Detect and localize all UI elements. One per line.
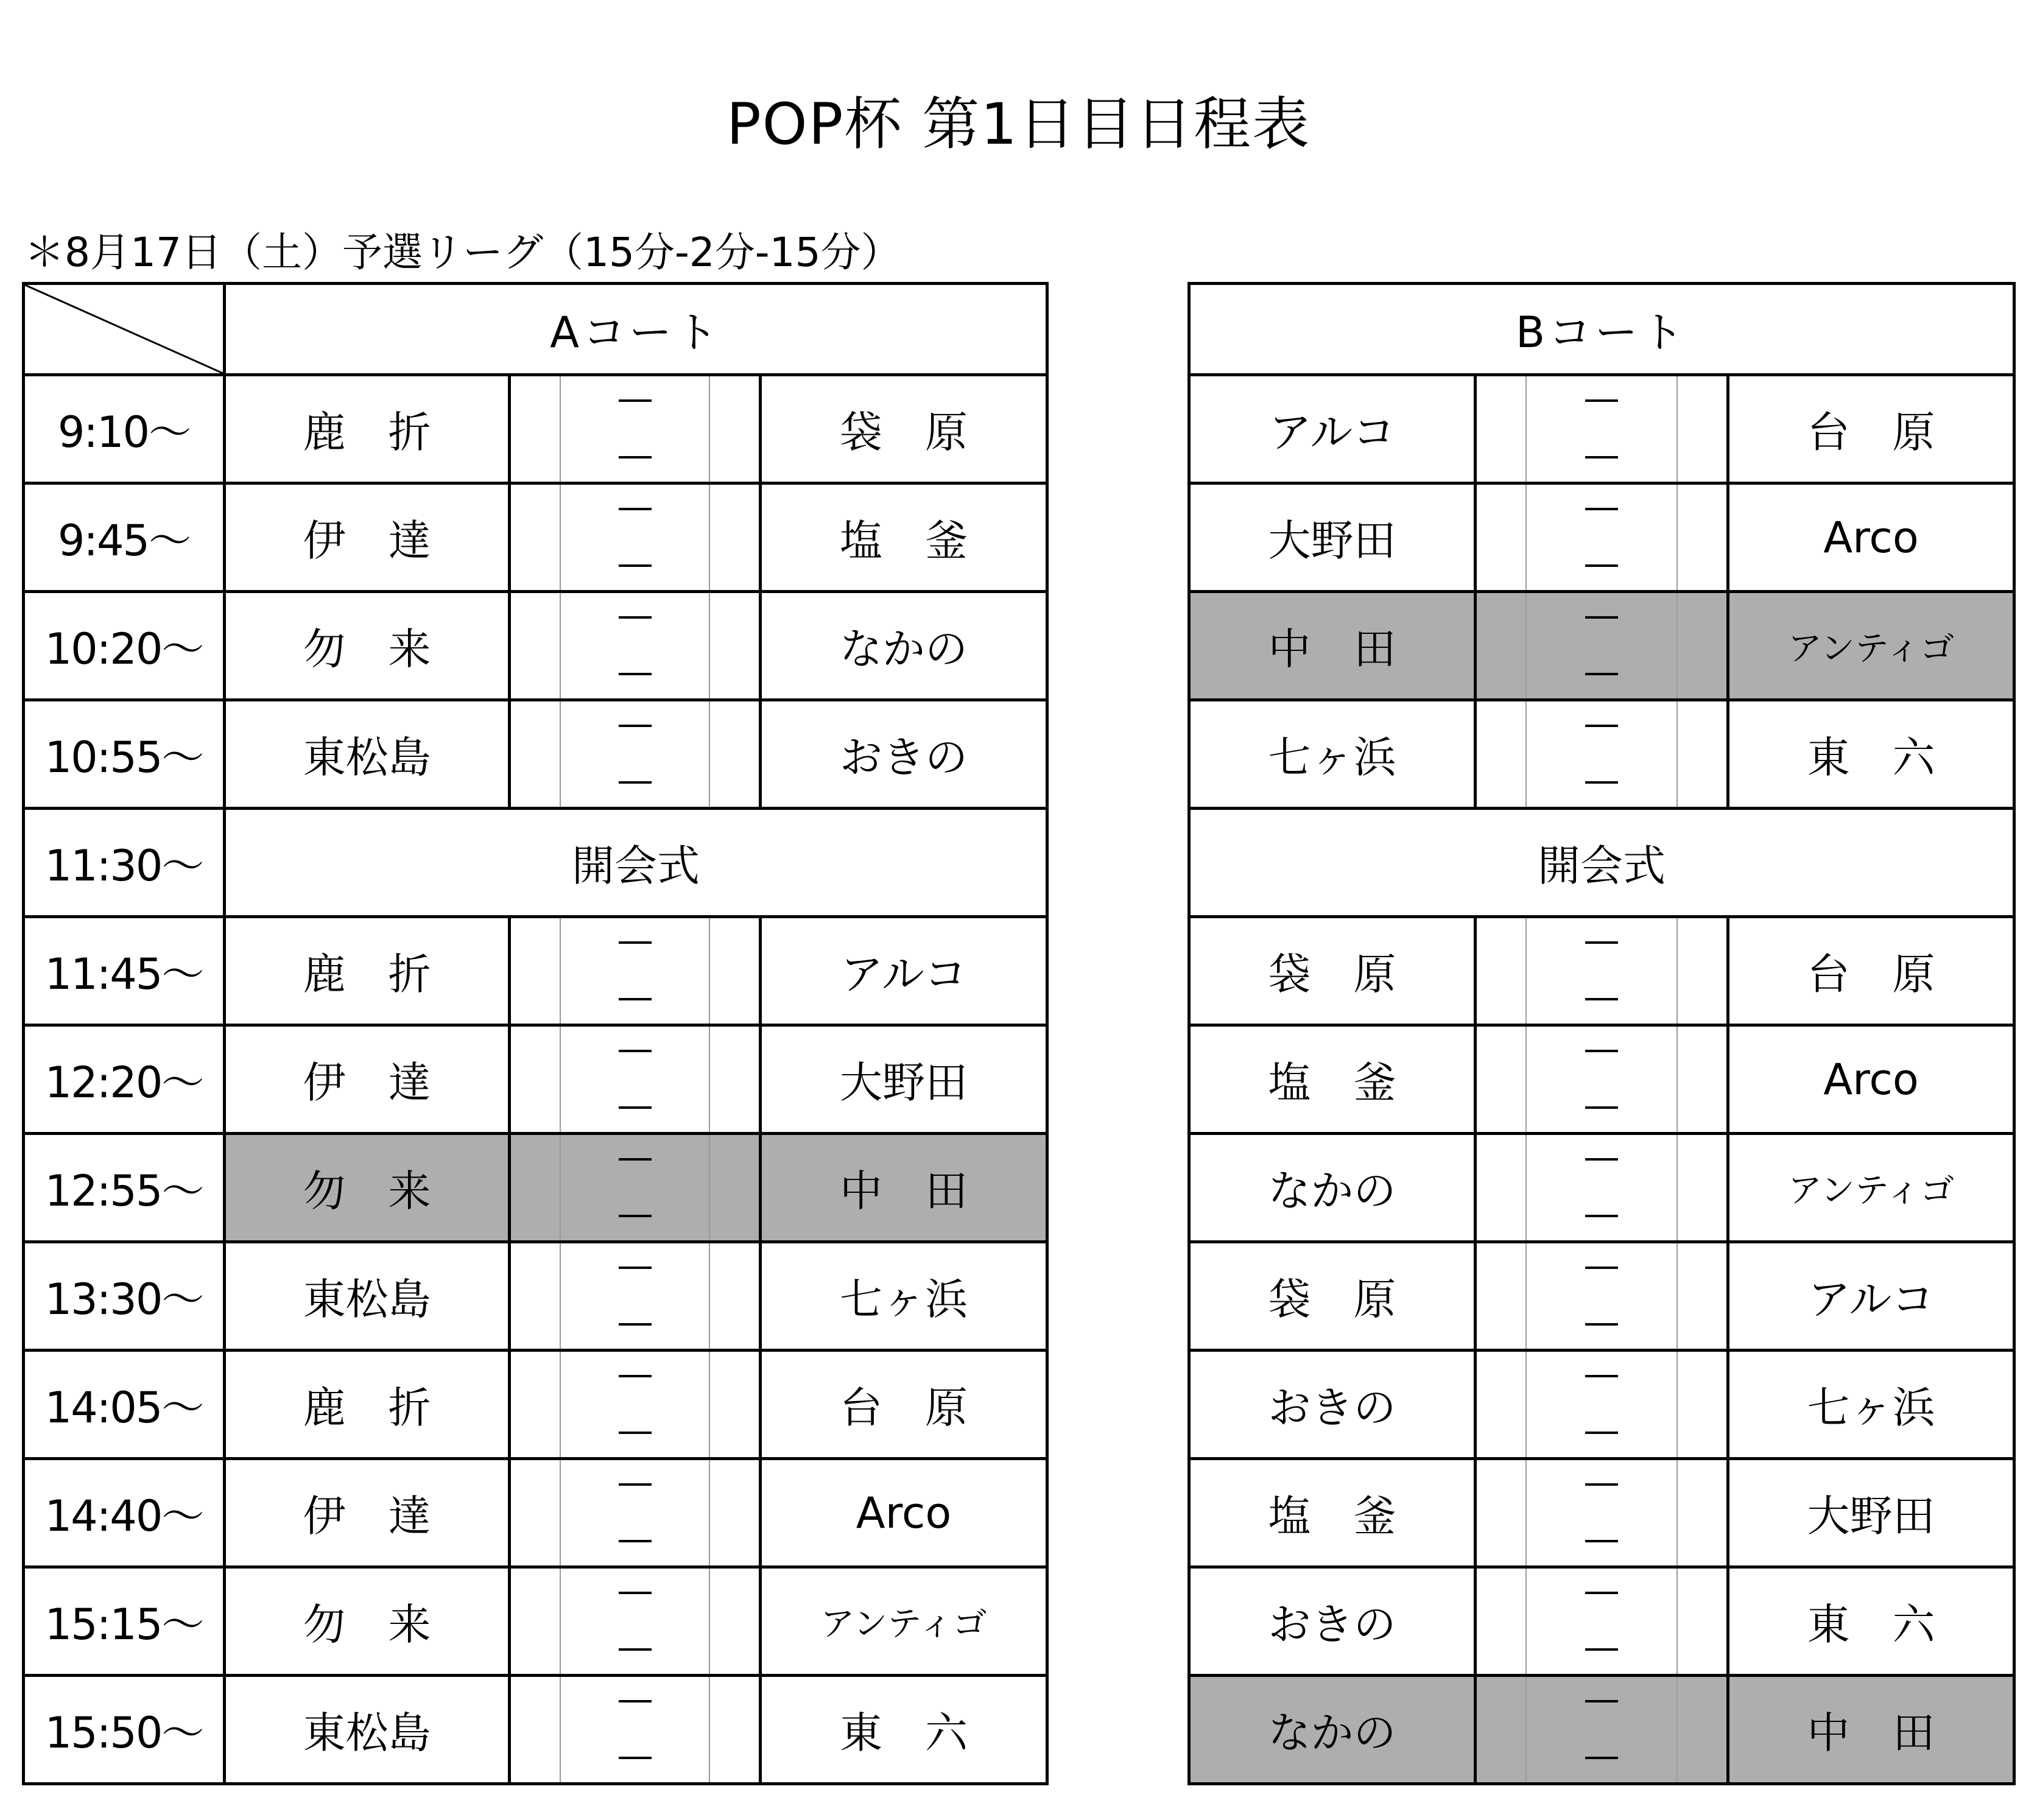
score-divider-left [1525, 918, 1527, 1024]
time-cell: 10:55～ [24, 700, 225, 809]
time-cell: 9:45～ [24, 483, 225, 592]
home-team-cell: 勿 来 [225, 1567, 510, 1676]
event-row [24, 809, 1047, 917]
home-team-cell: 大野田 [1189, 483, 1476, 592]
score-cell [1476, 1025, 1728, 1134]
match-row [24, 700, 1047, 809]
score-dash-bottom [1585, 1432, 1618, 1434]
score-divider-left [1525, 1135, 1527, 1240]
away-team-cell: 東 六 [1728, 700, 2014, 809]
score-divider-left [1525, 1677, 1527, 1782]
away-team-cell: アンティゴ [1728, 592, 2014, 700]
score-divider-right [1676, 1677, 1678, 1782]
match-row [24, 1676, 1047, 1784]
match-row [1189, 1351, 2014, 1459]
home-team-cell: 塩 釜 [1189, 1459, 1476, 1567]
home-team-cell: 鹿 折 [225, 375, 510, 483]
home-team-cell: 塩 釜 [1189, 1025, 1476, 1134]
away-team-cell: 大野田 [1728, 1459, 2014, 1567]
time-cell: 9:10～ [24, 375, 225, 483]
away-team-cell: 東 六 [761, 1676, 1047, 1784]
opening-ceremony-cell: 開会式 [225, 809, 1047, 917]
score-divider-left [1525, 1027, 1527, 1132]
away-team-cell: アルコ [761, 917, 1047, 1025]
home-team-cell: 勿 来 [225, 592, 510, 700]
away-team-cell: 大野田 [761, 1025, 1047, 1134]
score-dash-bottom [1585, 1648, 1618, 1651]
score-divider-right [709, 1460, 710, 1565]
home-team-cell: 伊 達 [225, 1025, 510, 1134]
time-cell: 11:30～ [24, 809, 225, 917]
score-dash-top [619, 941, 652, 944]
away-team-cell: なかの [761, 592, 1047, 700]
score-cell [1476, 483, 1728, 592]
score-dash-top [619, 1158, 652, 1161]
score-cell [1476, 1134, 1728, 1242]
score-cell [510, 483, 761, 592]
score-divider-right [1676, 1460, 1678, 1565]
match-row [1189, 1567, 2014, 1676]
home-team-cell: 伊 達 [225, 1459, 510, 1567]
score-dash-top [1585, 1375, 1618, 1377]
score-dash-bottom [1585, 1215, 1618, 1217]
score-divider-right [1676, 1569, 1678, 1674]
score-cell [510, 592, 761, 700]
home-team-cell: なかの [1189, 1134, 1476, 1242]
score-dash-bottom [619, 456, 652, 459]
score-dash-top [619, 616, 652, 619]
score-divider-left [560, 1135, 561, 1240]
home-team-cell: 鹿 折 [225, 1351, 510, 1459]
away-team-cell: 中 田 [761, 1134, 1047, 1242]
time-cell: 12:55～ [24, 1134, 225, 1242]
match-row [1189, 1242, 2014, 1351]
match-row [24, 483, 1047, 592]
score-dash-top [619, 1267, 652, 1269]
score-divider-right [709, 485, 710, 590]
away-team-cell: 中 田 [1728, 1676, 2014, 1784]
event-row [1189, 809, 2014, 917]
away-team-cell: 七ヶ浜 [761, 1242, 1047, 1351]
match-row [24, 1351, 1047, 1459]
score-dash-bottom [619, 1757, 652, 1759]
score-dash-top [619, 1700, 652, 1702]
score-divider-left [1525, 1569, 1527, 1674]
score-divider-right [709, 593, 710, 698]
match-row [24, 1567, 1047, 1676]
match-row [24, 1459, 1047, 1567]
score-cell [1476, 1567, 1728, 1676]
score-dash-top [619, 508, 652, 510]
time-cell: 10:20～ [24, 592, 225, 700]
score-divider-left [1525, 701, 1527, 807]
away-team-cell: 塩 釜 [761, 483, 1047, 592]
court-b-header-row [1189, 284, 2014, 375]
away-team-cell: Arco [1728, 483, 2014, 592]
court-b-title: Bコート [1189, 284, 2014, 375]
match-row [1189, 1676, 2014, 1784]
score-divider-left [560, 918, 561, 1024]
away-team-cell: おきの [761, 700, 1047, 809]
score-dash-top [1585, 616, 1618, 619]
score-divider-right [1676, 485, 1678, 590]
score-cell [1476, 592, 1728, 700]
score-divider-right [1676, 918, 1678, 1024]
home-team-cell: おきの [1189, 1351, 1476, 1459]
match-row [1189, 592, 2014, 700]
away-team-cell: 台 原 [761, 1351, 1047, 1459]
score-cell [1476, 1459, 1728, 1567]
time-cell: 12:20～ [24, 1025, 225, 1134]
score-divider-left [560, 376, 561, 482]
score-dash-bottom [1585, 781, 1618, 784]
away-team-cell: 袋 原 [761, 375, 1047, 483]
score-cell [510, 1242, 761, 1351]
score-dash-top [1585, 1267, 1618, 1269]
score-dash-bottom [1585, 564, 1618, 567]
score-dash-bottom [619, 998, 652, 1000]
score-divider-left [560, 593, 561, 698]
score-dash-bottom [619, 564, 652, 567]
score-divider-right [709, 1027, 710, 1132]
time-cell: 15:50～ [24, 1676, 225, 1784]
score-dash-bottom [1585, 1323, 1618, 1326]
home-team-cell: 東松島 [225, 1242, 510, 1351]
score-divider-left [560, 1460, 561, 1565]
home-team-cell: 東松島 [225, 700, 510, 809]
score-cell [510, 700, 761, 809]
score-dash-bottom [1585, 673, 1618, 675]
diagonal-line [25, 285, 223, 373]
match-row [24, 917, 1047, 1025]
away-team-cell: 台 原 [1728, 917, 2014, 1025]
time-cell: 14:05～ [24, 1351, 225, 1459]
score-dash-bottom [619, 1540, 652, 1542]
score-dash-top [1585, 1592, 1618, 1594]
away-team-cell: 七ヶ浜 [1728, 1351, 2014, 1459]
score-dash-bottom [619, 781, 652, 784]
score-dash-bottom [619, 673, 652, 675]
score-dash-top [1585, 725, 1618, 727]
home-team-cell: 七ヶ浜 [1189, 700, 1476, 809]
score-dash-top [619, 725, 652, 727]
away-team-cell: Arco [1728, 1025, 2014, 1134]
court-a-table [22, 282, 1049, 1785]
home-team-cell: 東松島 [225, 1676, 510, 1784]
score-dash-top [619, 1592, 652, 1594]
court-a-title: Aコート [225, 284, 1047, 375]
home-team-cell: アルコ [1189, 375, 1476, 483]
time-cell: 13:30～ [24, 1242, 225, 1351]
match-row [1189, 917, 2014, 1025]
score-divider-right [709, 1569, 710, 1674]
score-divider-right [1676, 1243, 1678, 1349]
away-team-cell: アルコ [1728, 1242, 2014, 1351]
score-dash-top [1585, 941, 1618, 944]
match-row [24, 592, 1047, 700]
score-dash-bottom [1585, 456, 1618, 459]
score-divider-right [709, 1243, 710, 1349]
score-dash-bottom [1585, 998, 1618, 1000]
opening-ceremony-cell: 開会式 [1189, 809, 2014, 917]
match-row [1189, 1459, 2014, 1567]
match-row [1189, 1134, 2014, 1242]
score-dash-top [1585, 399, 1618, 402]
score-dash-bottom [1585, 1106, 1618, 1109]
court-b-table [1187, 282, 2016, 1785]
home-team-cell: 中 田 [1189, 592, 1476, 700]
score-divider-left [560, 1352, 561, 1457]
score-divider-right [709, 376, 710, 482]
score-dash-top [1585, 1700, 1618, 1702]
match-row [24, 1242, 1047, 1351]
score-cell [510, 1459, 761, 1567]
score-dash-top [1585, 508, 1618, 510]
score-divider-left [1525, 485, 1527, 590]
match-row [1189, 700, 2014, 809]
score-dash-top [619, 399, 652, 402]
score-cell [510, 1134, 761, 1242]
match-row [1189, 1025, 2014, 1134]
time-cell: 14:40～ [24, 1459, 225, 1567]
score-cell [510, 1351, 761, 1459]
score-dash-bottom [1585, 1540, 1618, 1542]
score-dash-top [1585, 1158, 1618, 1161]
score-divider-right [709, 701, 710, 807]
score-dash-top [1585, 1050, 1618, 1052]
court-a-header-row [24, 284, 1047, 375]
away-team-cell: 東 六 [1728, 1567, 2014, 1676]
score-divider-left [1525, 1352, 1527, 1457]
score-cell [1476, 375, 1728, 483]
score-cell [510, 1567, 761, 1676]
home-team-cell: 袋 原 [1189, 917, 1476, 1025]
score-dash-bottom [619, 1215, 652, 1217]
corner-cell [24, 284, 225, 375]
score-divider-right [1676, 376, 1678, 482]
match-row [24, 1025, 1047, 1134]
score-dash-bottom [619, 1323, 652, 1326]
score-divider-left [1525, 1243, 1527, 1349]
score-dash-bottom [1585, 1757, 1618, 1759]
score-cell [1476, 1242, 1728, 1351]
away-team-cell: 台 原 [1728, 375, 2014, 483]
match-row [1189, 483, 2014, 592]
home-team-cell: 鹿 折 [225, 917, 510, 1025]
score-divider-right [1676, 701, 1678, 807]
score-cell [510, 917, 761, 1025]
home-team-cell: 袋 原 [1189, 1242, 1476, 1351]
score-divider-left [1525, 1460, 1527, 1565]
score-dash-bottom [619, 1648, 652, 1651]
page-title: POP杯 第1日目日程表 [726, 91, 1311, 158]
score-divider-right [709, 1352, 710, 1457]
away-team-cell: アンティゴ [761, 1567, 1047, 1676]
score-divider-left [560, 1677, 561, 1782]
score-divider-right [1676, 1352, 1678, 1457]
score-cell [1476, 1351, 1728, 1459]
match-row [1189, 375, 2014, 483]
score-dash-top [619, 1050, 652, 1052]
schedule-subtitle: ＊8月17日（土）予選リーグ（15分-2分-15分） [24, 229, 901, 276]
home-team-cell: 伊 達 [225, 483, 510, 592]
time-cell: 11:45～ [24, 917, 225, 1025]
score-cell [1476, 917, 1728, 1025]
score-dash-top [619, 1483, 652, 1486]
score-divider-right [1676, 1027, 1678, 1132]
score-divider-left [1525, 593, 1527, 698]
away-team-cell: Arco [761, 1459, 1047, 1567]
score-divider-left [560, 485, 561, 590]
score-divider-left [1525, 376, 1527, 482]
home-team-cell: おきの [1189, 1567, 1476, 1676]
match-row [24, 375, 1047, 483]
score-divider-left [560, 1569, 561, 1674]
score-divider-right [1676, 593, 1678, 698]
score-divider-left [560, 701, 561, 807]
score-divider-right [709, 1677, 710, 1782]
score-divider-right [1676, 1135, 1678, 1240]
time-cell: 15:15～ [24, 1567, 225, 1676]
score-cell [510, 1025, 761, 1134]
score-divider-left [560, 1243, 561, 1349]
away-team-cell: アンティゴ [1728, 1134, 2014, 1242]
score-divider-right [709, 1135, 710, 1240]
home-team-cell: 勿 来 [225, 1134, 510, 1242]
score-dash-top [619, 1375, 652, 1377]
home-team-cell: なかの [1189, 1676, 1476, 1784]
score-cell [510, 375, 761, 483]
score-cell [510, 1676, 761, 1784]
score-cell [1476, 700, 1728, 809]
score-divider-right [709, 918, 710, 1024]
score-divider-left [560, 1027, 561, 1132]
score-dash-top [1585, 1483, 1618, 1486]
score-dash-bottom [619, 1432, 652, 1434]
score-cell [1476, 1676, 1728, 1784]
match-row [24, 1134, 1047, 1242]
score-dash-bottom [619, 1106, 652, 1109]
